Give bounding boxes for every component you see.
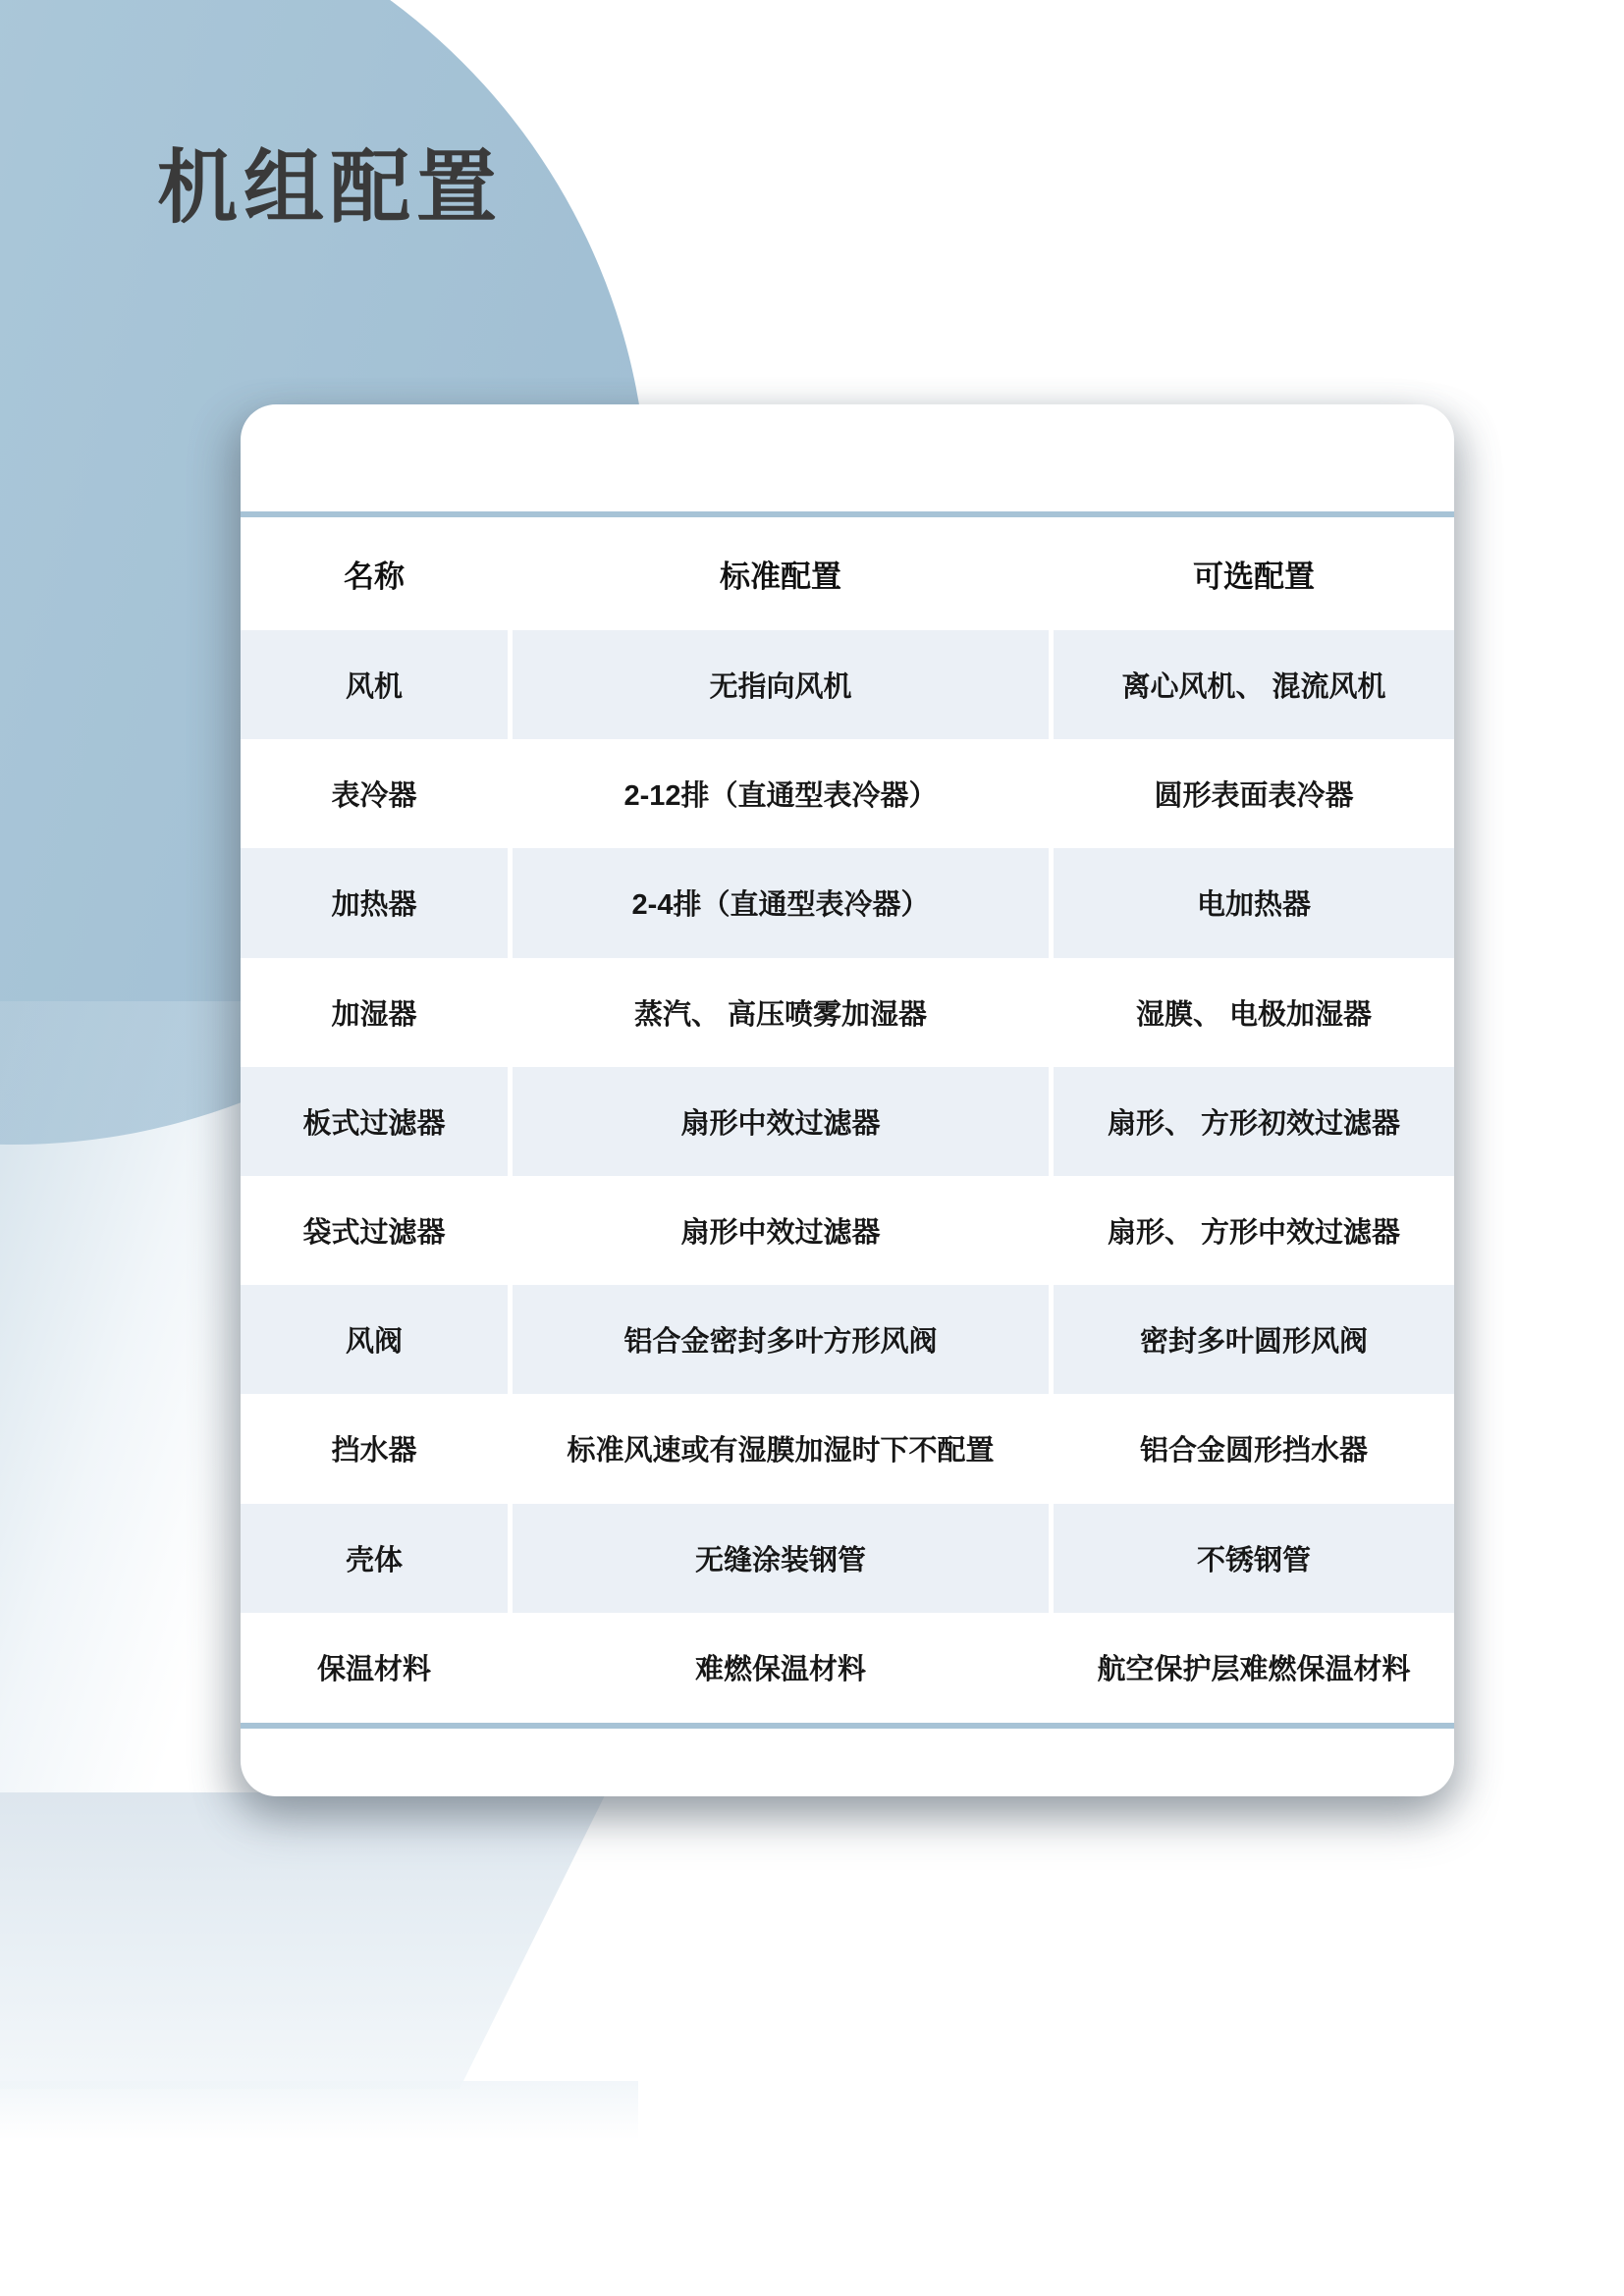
cell-standard: 扇形中效过滤器: [680, 1217, 881, 1250]
cell-optional: 圆形表面表冷器: [1154, 780, 1354, 813]
cell-name: 保温材料: [316, 1653, 431, 1685]
background-left-band-decoration: [0, 1001, 265, 1816]
page-title: 机组配置: [157, 143, 504, 233]
cell-standard: 扇形中效过滤器: [513, 1067, 1049, 1176]
background-bottom-wedge-decoration: [0, 1792, 638, 2089]
table-body: [241, 630, 1454, 1722]
cell-optional: 离心风机、 混流风机: [1054, 630, 1454, 739]
cell-standard: 难燃保温材料: [694, 1653, 866, 1685]
cell-standard: 铝合金密封多叶方形风阀: [513, 1285, 1049, 1394]
cell-optional: 航空保护层难燃保温材料: [1097, 1653, 1411, 1685]
cell-standard: 2-4排（直通型表冷器）: [513, 848, 1049, 957]
cell-optional: 扇形、 方形中效过滤器: [1107, 1217, 1401, 1250]
cell-optional: 不锈钢管: [1054, 1504, 1454, 1613]
cell-optional: 电加热器: [1054, 848, 1454, 957]
table-bottom-rule: [241, 1723, 1454, 1729]
cell-name: 袋式过滤器: [302, 1217, 446, 1250]
cell-standard: 标准风速或有湿膜加湿时下不配置: [567, 1435, 995, 1468]
cell-name: 挡水器: [331, 1435, 417, 1468]
cell-standard: 无缝涂装钢管: [513, 1504, 1049, 1613]
table-row: [241, 630, 1454, 739]
cell-standard: 蒸汽、 高压喷雾加湿器: [633, 998, 928, 1031]
table-row: [241, 1285, 1454, 1394]
cell-standard: 无指向风机: [513, 630, 1049, 739]
table-row: [241, 739, 1454, 848]
background-bottom-fade-decoration: [0, 2081, 638, 2140]
header-name: 名称: [344, 560, 405, 594]
table-header-row: [241, 517, 1454, 630]
configuration-table-card: [241, 404, 1454, 1796]
table-row: [241, 1504, 1454, 1613]
cell-optional: 铝合金圆形挡水器: [1139, 1435, 1368, 1468]
cell-name: 表冷器: [331, 780, 417, 813]
table-row: [241, 1613, 1454, 1722]
table-row: [241, 958, 1454, 1067]
table-row: [241, 848, 1454, 957]
table-row: [241, 1394, 1454, 1503]
cell-name: 加热器: [241, 848, 508, 957]
header-optional-config: 可选配置: [1193, 560, 1315, 594]
cell-optional: 湿膜、 电极加湿器: [1135, 998, 1373, 1031]
cell-name: 风机: [241, 630, 508, 739]
cell-name: 加湿器: [331, 998, 417, 1031]
table-row: [241, 1176, 1454, 1285]
cell-optional: 扇形、 方形初效过滤器: [1054, 1067, 1454, 1176]
cell-optional: 密封多叶圆形风阀: [1054, 1285, 1454, 1394]
table-row: [241, 1067, 1454, 1176]
cell-name: 风阀: [241, 1285, 508, 1394]
cell-name: 壳体: [241, 1504, 508, 1613]
cell-standard: 2-12排（直通型表冷器）: [623, 780, 938, 813]
header-standard-config: 标准配置: [720, 560, 841, 594]
cell-name: 板式过滤器: [241, 1067, 508, 1176]
